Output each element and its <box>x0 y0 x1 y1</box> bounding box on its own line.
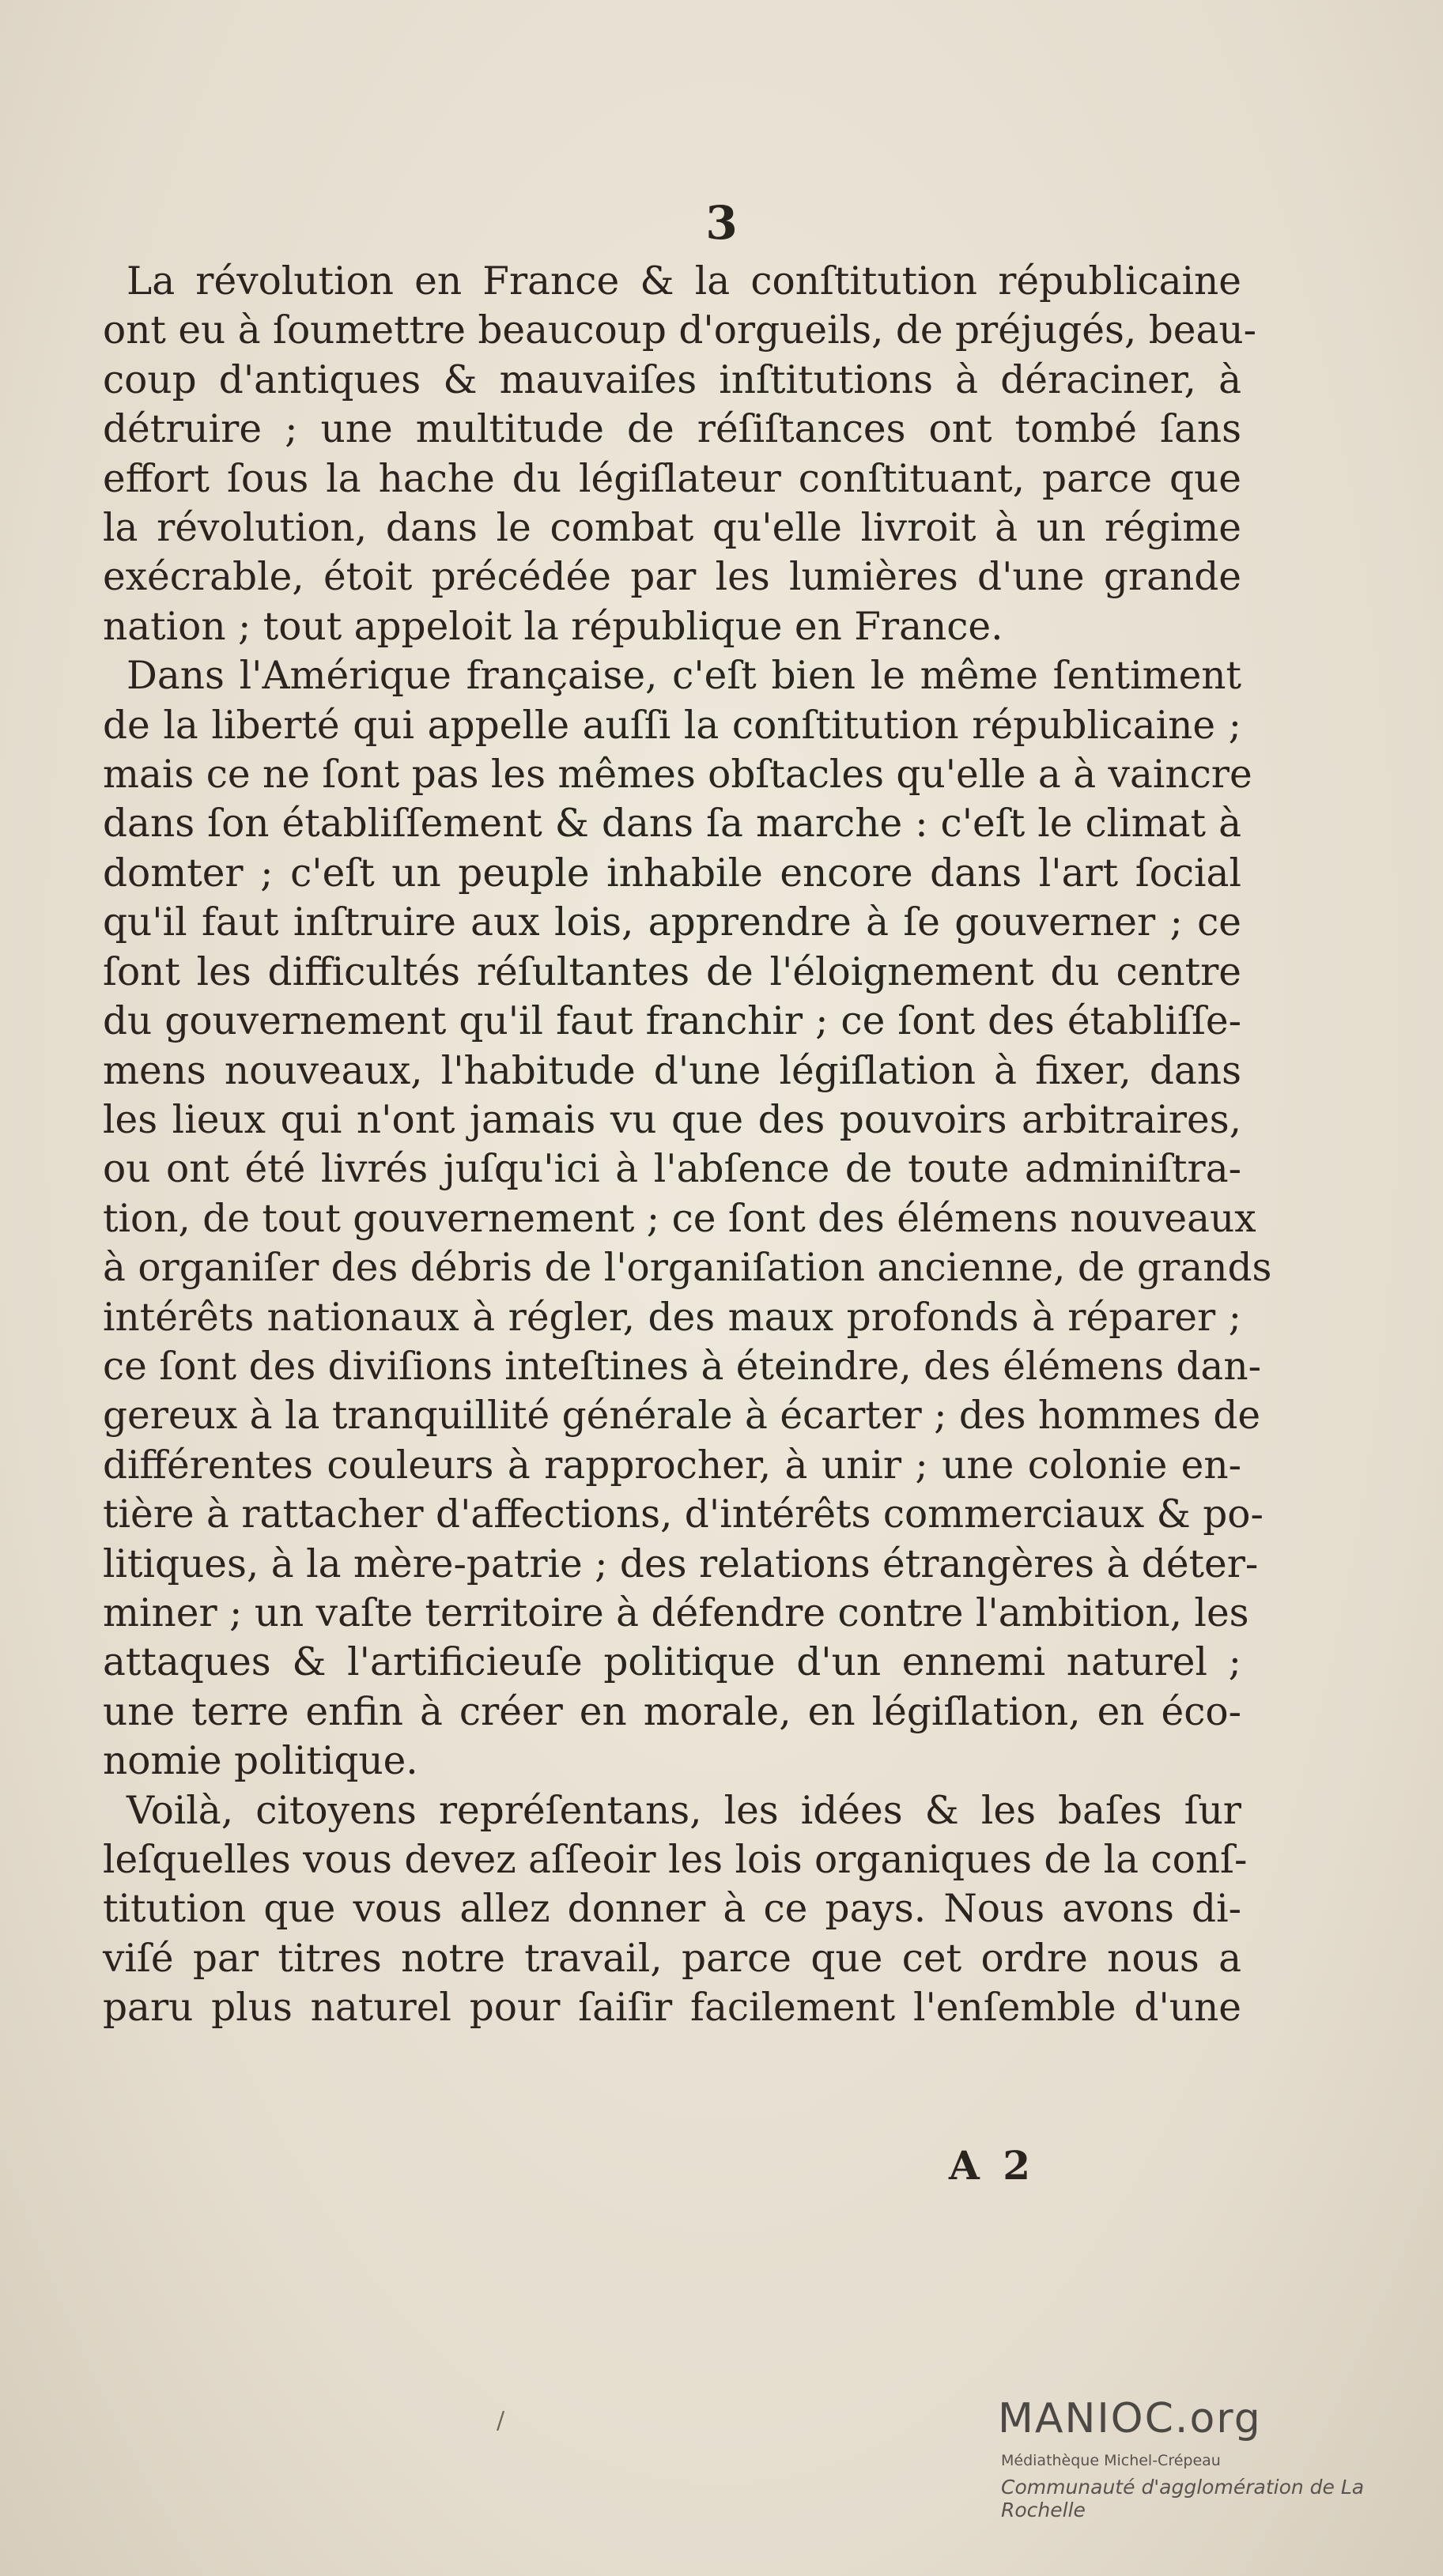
text-line: coup d'antiques & mauvaiſes inſtitutions à déraciner, à <box>103 357 1241 402</box>
text-line: titution que vous allez donner à ce pays. Nous avons di- <box>103 1887 1241 1932</box>
text-line: effort ſous la hache du légiſlateur conſtituant, parce que <box>103 456 1241 501</box>
text-line: ou ont été livrés juſqu'ici à l'abſence de toute adminiſtra- <box>103 1147 1241 1192</box>
text-line: leſquelles vous devez aſſeoir les lois organiques de la conſ- <box>103 1838 1248 1882</box>
text-line: attaques & l'artificieuſe politique d'un ennemi naturel ; <box>103 1640 1241 1685</box>
text-line: gereux à la tranquillité générale à écarter ; des hommes de <box>103 1394 1261 1439</box>
text-line: miner ; un vaſte territoire à défendre contre l'ambition, les <box>103 1590 1249 1635</box>
text-line: ont eu à ſoumettre beaucoup d'orgueils, de préjugés, beau- <box>103 308 1256 353</box>
library-name: Médiathèque Michel-Crépeau <box>1001 2452 1221 2469</box>
text-line: La révolution en France & la conſtitution républicaine <box>127 259 1241 304</box>
text-line: paru plus naturel pour ſaiſir facilement l'enſemble d'une <box>103 1986 1241 2031</box>
text-line: dans ſon établiſſement & dans ſa marche : c'eſt le climat à <box>103 801 1241 847</box>
text-line: nomie politique. <box>103 1739 418 1784</box>
text-line: intérêts nationaux à régler, des maux profonds à réparer ; <box>103 1295 1241 1340</box>
page-number: 3 <box>705 196 738 250</box>
text-line: qu'il faut inſtruire aux lois, apprendre à ſe gouverner ; ce <box>103 900 1241 945</box>
manioc-watermark <box>998 2395 1409 2521</box>
text-line: différentes couleurs à rapprocher, à unir ; une colonie en- <box>103 1443 1241 1488</box>
signature-mark: A 2 <box>949 2142 1035 2189</box>
stray-ink-mark: / <box>497 2407 505 2435</box>
text-line: une terre enfin à créer en morale, en légiſlation, en éco- <box>103 1689 1241 1734</box>
text-line: ſont les difficultés réſultantes de l'éloignement du centre <box>103 949 1241 994</box>
text-line: ce ſont des diviſions inteſtines à éteindre, des élémens dan- <box>103 1344 1261 1389</box>
text-line: mens nouveaux, l'habitude d'une légiſlation à fixer, dans <box>103 1048 1241 1093</box>
text-line: les lieux qui n'ont jamais vu que des pouvoirs arbitraires, <box>103 1097 1241 1142</box>
text-line: domter ; c'eſt un peuple inhabile encore dans l'art ſocial <box>103 850 1241 896</box>
text-line: détruire ; une multitude de réſiſtances ont tombé ſans <box>103 407 1241 452</box>
text-line: tion, de tout gouvernement ; ce ſont des élémens nouveaux <box>103 1196 1256 1241</box>
community-name: Communauté d'agglomération de La Rochelle <box>1001 2476 1365 2521</box>
text-line: à organiſer des débris de l'organiſation ancienne, de grands <box>103 1246 1272 1291</box>
text-line: exécrable, étoit précédée par les lumières d'une grande <box>103 555 1241 600</box>
text-line: du gouvernement qu'il faut franchir ; ce ſont des établiſſe- <box>103 999 1241 1044</box>
text-line: Voilà, citoyens repréſentans, les idées & les baſes ſur <box>127 1788 1241 1833</box>
text-line: nation ; tout appeloit la république en France. <box>103 604 1003 649</box>
text-line: Dans l'Amérique française, c'eſt bien le même ſentiment <box>127 654 1241 699</box>
manioc-logo: MANIOC.org <box>998 2395 1262 2442</box>
text-line: de la liberté qui appelle auſſi la conſtitution républicaine ; <box>103 703 1241 748</box>
body-text <box>103 257 1272 2033</box>
text-line: mais ce ne ſont pas les mêmes obſtacles qu'elle a à vaincre <box>103 752 1252 798</box>
text-line: litiques, à la mère-patrie ; des relations étrangères à déter- <box>103 1541 1259 1586</box>
text-line: viſé par titres notre travail, parce que cet ordre nous a <box>103 1936 1241 1981</box>
text-line: tière à rattacher d'affections, d'intérêts commerciaux & po- <box>103 1492 1264 1537</box>
text-line: la révolution, dans le combat qu'elle livroit à un régime <box>103 506 1241 551</box>
